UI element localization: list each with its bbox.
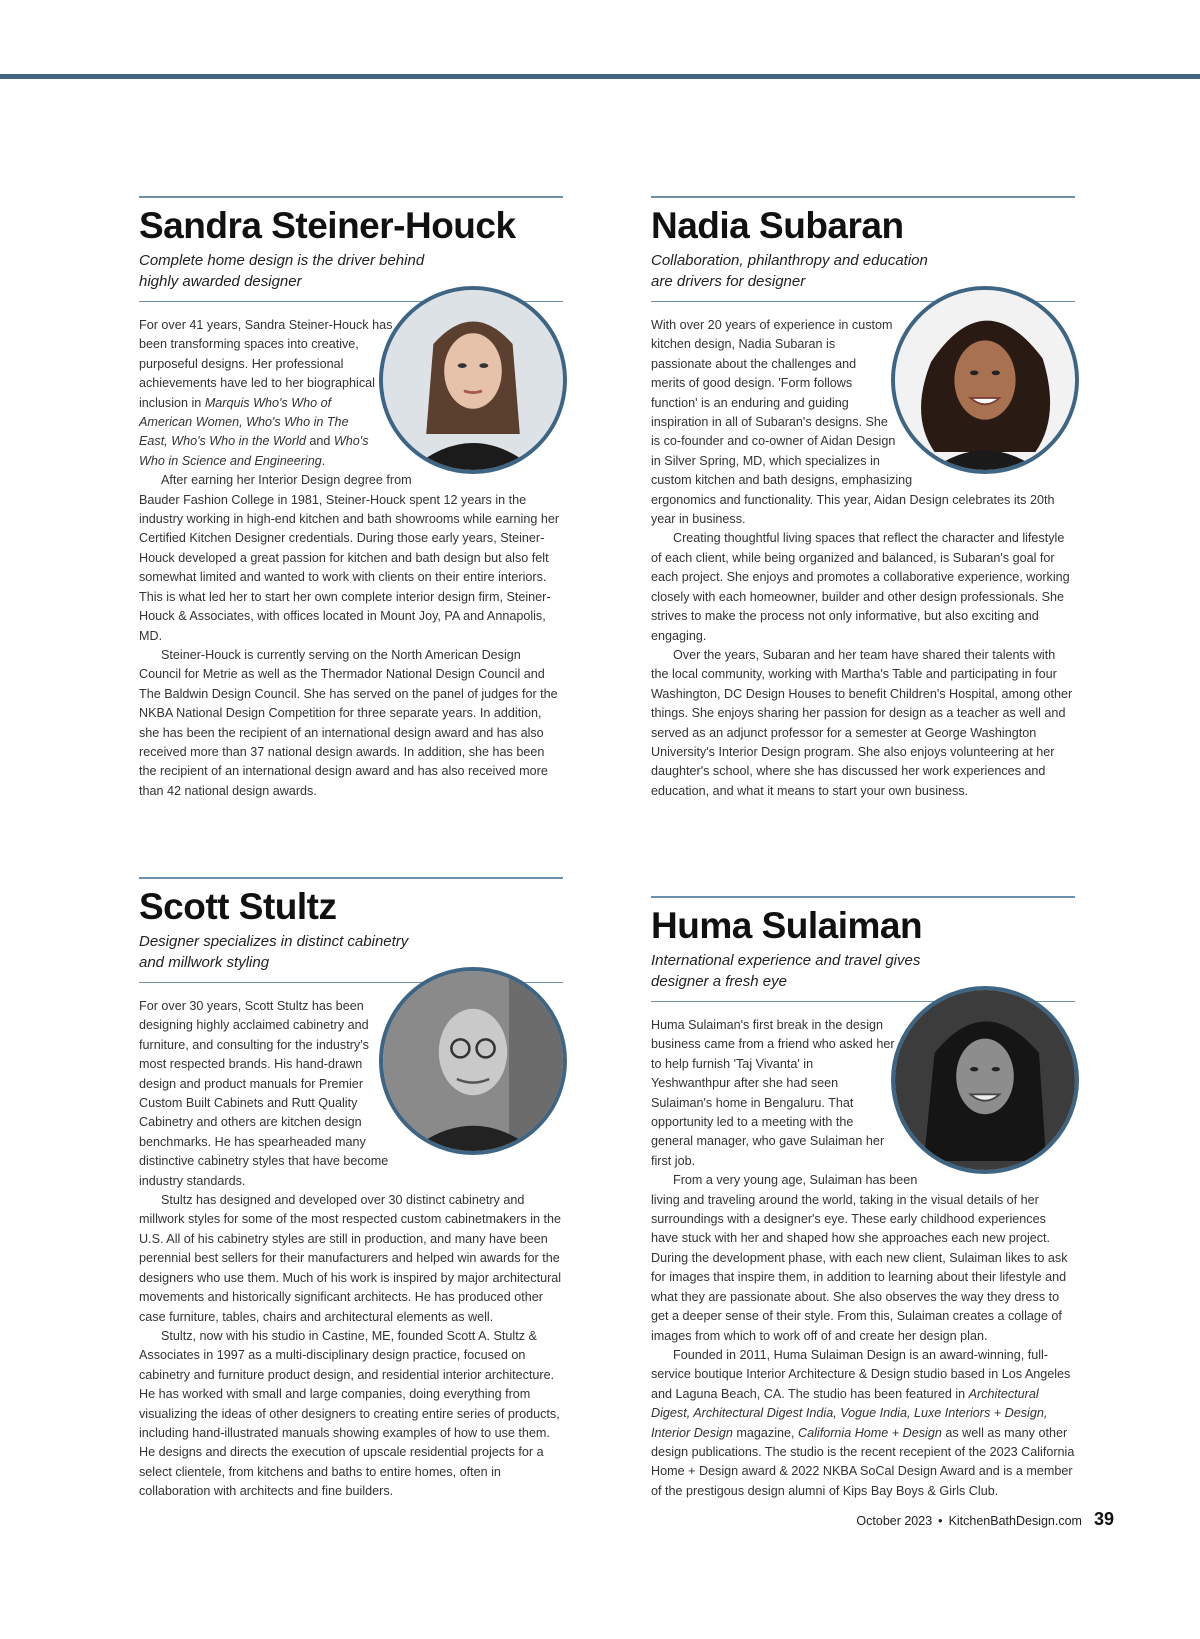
p1-and: and: [305, 434, 334, 449]
paragraph-3: [651, 1346, 1075, 1501]
page-footer: [856, 1509, 1114, 1530]
profile-name: Scott Stultz: [139, 886, 337, 927]
p3-mid: magazine,: [732, 1425, 799, 1440]
top-rule: [139, 196, 563, 198]
issue-date: October 2023: [856, 1514, 933, 1528]
paragraph-3: Stultz, now with his studio in Castine, ME, founded Scott A. Stultz & Associates in 1997 as a multi-disciplinary design practice, focused on cabinetry and furniture product design, and residential interior architecture. He has worked with small and large companies, doing everything from visualizing the ideas of other designers to creating entire series of products, including hand-illustrated manuals showing examples of how to use them. He designs and directs the execution of upscale residential projects for a select clientele, from kitchens and baths to entire homes, often in collaboration with architects and fine builders.: [139, 1328, 560, 1499]
profile-name: Huma Sulaiman: [651, 905, 923, 946]
profile-tagline: [651, 950, 1075, 992]
profile-scott-stultz: [139, 877, 563, 1502]
tagline-line-2: highly awarded designer: [139, 273, 302, 290]
website: KitchenBathDesign.com: [948, 1514, 1082, 1528]
paragraph-1: With over 20 years of experience in custom kitchen design, Nadia Subaran is passionate about the challenges and merits of good design. 'Form follows function' is an enduring and guiding inspiration in all of Subaran's designs. She is co-founder and co-owner of Aidan Design in Silver Spring, MD, which specializes in custom kitchen and bath designs, emphasizing ergonomics and functionality. This year, Aidan Design celebrates its 20th year in business.: [651, 318, 1055, 527]
profile-name: Nadia Subaran: [651, 205, 904, 246]
p1-italic-2: Who's Who in Science and Engineering: [139, 434, 369, 468]
paragraph-3: Over the years, Subaran and her team have shared their talents with the local community, working with Martha's Table and participating in four Washington, DC Design Houses to benefit Children's Hospital, among other things. She enjoys sharing her passion for design as a teacher as well and served as an adjunct professor for a semester at George Washington University's Interior Design program. She also enjoys volunteering at her daughter's school, where she has discussed her work experiences and education, and what it means to start your own business.: [651, 647, 1073, 798]
top-rule: [651, 896, 1075, 898]
portrait-photo: [379, 967, 567, 1155]
profile-huma-sulaiman: [651, 896, 1075, 1501]
p1-text: For over 41 years, Sandra Steiner-Houck has been transforming spaces into creative, purposeful designs. Her professional achievements have led to her biographical inclusion in: [139, 318, 393, 410]
tagline-line-2: and millwork styling: [139, 954, 270, 971]
p1-end: .: [321, 453, 326, 468]
tagline-line-1: International experience and travel gives: [651, 952, 921, 969]
profile-body: [139, 316, 563, 801]
paragraph-2: From a very young age, Sulaiman has been living and traveling around the world, taking in the visual details of her surroundings with a designer's eye. These early childhood experiences have stuck with her and shaped how she approaches each new project. During the development phase, with each new client, Sulaiman likes to ask for images that inspire them, in addition to learning about their lifestyle and what they are passionate about. She also observes the way they dress to get a deeper sense of their style. From this, Sulaiman creates a collage of images from which to work off of and create her design plan.: [651, 1173, 1068, 1343]
portrait-photo: [891, 286, 1079, 474]
p3-italic-2: California Home + Design: [798, 1425, 942, 1440]
top-rule: [139, 877, 563, 879]
p3-end: as well as many other design publications. The studio is the recent recepient of the 2023 California Home + Design award & 2022 NKBA SoCal Design Award and is a member of the prestigous design alumni of Kips Bay Boys & Girls Club.: [651, 1425, 1075, 1498]
portrait-photo: [379, 286, 567, 474]
paragraph-1: For over 30 years, Scott Stultz has been designing highly acclaimed cabinetry and furniture, and consulting for the industry's most respected brands. His hand-drawn design and product manuals for Premier Custom Built Cabinets and Rutt Quality Cabinetry and others are kitchen design benchmarks. He has spearheaded many distinctive cabinetry styles that have become industry standards.: [139, 999, 389, 1188]
profile-body: [651, 316, 1075, 801]
profile-body: [139, 997, 563, 1502]
p3-italic: Architectural Digest, Architectural Digest India, Vogue India, Luxe Interiors + Design, Interior Design: [651, 1386, 1048, 1440]
paragraph-2: Stultz has designed and developed over 30 distinct cabinetry and millwork styles for some of the most respected custom cabinetmakers in the U.S. All of his cabinetry styles are still in production, and many have been perennial best sellers for their manufacturers and helped win awards for the designers who use them. Much of his work is inspired by major architectural movements and historically significant architects. He has produced other case furniture, tables, chairs and architectural elements as well.: [139, 1193, 562, 1324]
profile-tagline: [651, 250, 1075, 292]
portrait-photo: [891, 986, 1079, 1174]
profile-nadia-subaran: [651, 196, 1075, 801]
paragraph-2: After earning her Interior Design degree from Bauder Fashion College in 1981, Steiner-Houck spent 12 years in the industry working in high-end kitchen and bath showrooms while earning her Certified Kitchen Designer credentials. During those early years, Steiner-Houck developed a great passion for kitchen and bath design but also felt somewhat limited and wanted to work with clients on their entire interiors. This is what led her to start her own complete interior design firm, Steiner-Houck & Associates, with offices located in Mount Joy, PA and Annapolis, MD.: [139, 473, 560, 643]
profile-tagline: [139, 931, 563, 973]
p1-italic: Marquis Who's Who of American Women, Who's Who in The East, Who's Who in the World: [139, 395, 349, 449]
tagline-line-1: Collaboration, philanthropy and education: [651, 252, 928, 269]
profile-body: [651, 1016, 1075, 1501]
tagline-line-2: are drivers for designer: [651, 273, 806, 290]
paragraph-1: Huma Sulaiman's first break in the design business came from a friend who asked her to help furnish 'Taj Vivanta' in Yeshwanthpur after she had seen Sulaiman's home in Bengaluru. That opportunity led to a meeting with the general manager, who gave Sulaiman her first job.: [651, 1018, 895, 1168]
profile-sandra-steiner-houck: [139, 196, 563, 801]
tagline-line-1: Complete home design is the driver behind: [139, 252, 425, 269]
p3-text: Founded in 2011, Huma Sulaiman Design is an award-winning, full-service boutique Interior Architecture & Design studio based in Los Angeles and Laguna Beach, CA. The studio has been featured in: [651, 1347, 1071, 1401]
tagline-line-1: Designer specializes in distinct cabinetry: [139, 933, 409, 950]
paragraph-2: Creating thoughtful living spaces that reflect the character and lifestyle of each client, while being organized and balanced, is Subaran's goal for each project. She enjoys and promotes a collaborative experience, working closely with each homeowner, builder and other design professionals. She strives to make the process not only informative, but also exciting and engaging.: [651, 531, 1070, 643]
top-accent-bar: [0, 74, 1200, 79]
paragraph-3: Steiner-Houck is currently serving on the North American Design Council for Metrie as well as the Thermador National Design Council and The Baldwin Design Council. She has served on the panel of judges for the NKBA National Design Competition for three separate years. In addition, she has been the recipient of an international design award and has also received more than 37 national design awards. In addition, she has been the recipient of an international design award and has also received more than 42 national design awards.: [139, 647, 558, 798]
top-rule: [651, 196, 1075, 198]
profile-name: Sandra Steiner-Houck: [139, 205, 516, 246]
footer-bullet: •: [938, 1514, 943, 1528]
tagline-line-2: designer a fresh eye: [651, 973, 787, 990]
page-number: 39: [1093, 1509, 1114, 1529]
profile-tagline: [139, 250, 563, 292]
